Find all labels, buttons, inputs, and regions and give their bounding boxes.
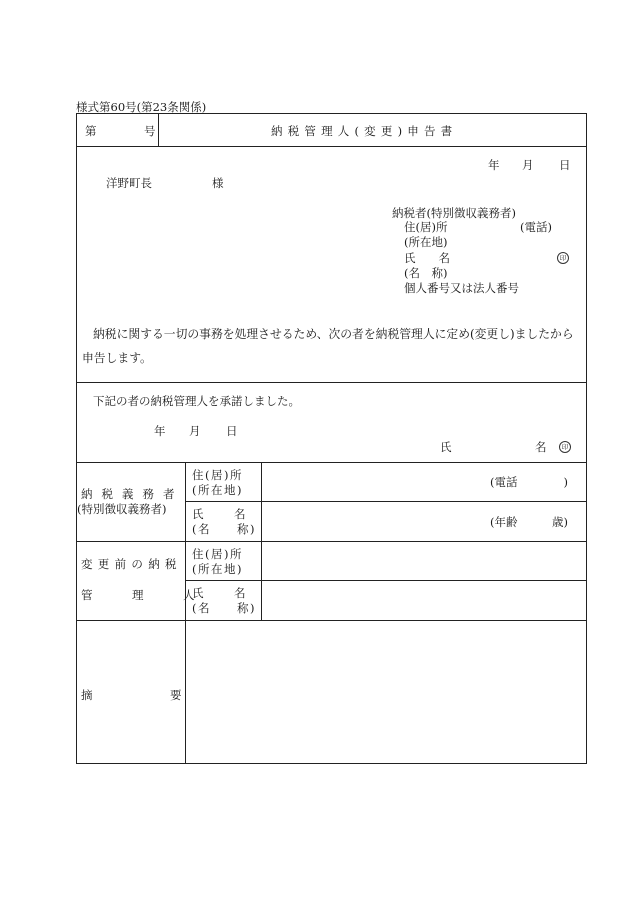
addressee-name: 洋野町長 bbox=[106, 176, 152, 190]
divider-previous bbox=[76, 541, 587, 542]
address-label-1: 住(居)所 bbox=[192, 468, 243, 482]
form-title: 納税管理人(変更)申告書 bbox=[271, 124, 458, 138]
date-month: 月 bbox=[522, 158, 534, 172]
statement-line-1: 納税に関する一切の事務を処理させるため、次の者を納税管理人に定め(変更し)ましたから bbox=[93, 327, 574, 341]
declarant-name-label: 氏 名 bbox=[404, 251, 450, 265]
declarant-phone-label: (電話) bbox=[520, 220, 552, 234]
divider-number-cell bbox=[158, 113, 159, 146]
divider-remarks bbox=[76, 620, 587, 621]
acceptance-year: 年 bbox=[154, 424, 166, 438]
divider-statement bbox=[76, 382, 587, 383]
prev-name-label-2: (名 称) bbox=[192, 601, 256, 615]
remarks-label-right: 要 bbox=[170, 688, 182, 702]
declarant-location-label: (所在地) bbox=[404, 235, 448, 249]
taxpayer-label: 納税義務者 bbox=[81, 487, 184, 501]
previous-agent-label-2: 管 理 人 bbox=[81, 588, 209, 602]
date-day: 日 bbox=[559, 158, 571, 172]
acceptance-name-left: 氏 bbox=[440, 440, 452, 454]
previous-agent-label-1: 変更前の納税 bbox=[81, 557, 182, 571]
prev-name-label-1: 氏 名 bbox=[192, 586, 248, 600]
acceptance-day: 日 bbox=[226, 424, 238, 438]
divider-field-column bbox=[261, 462, 262, 620]
taxpayer-sub-label: (特別徴収義務者) bbox=[77, 502, 167, 516]
declarant-name-alt-label: (名 称) bbox=[404, 266, 448, 280]
name-label-1: 氏 名 bbox=[192, 507, 248, 521]
name-label-2: (名 称) bbox=[192, 522, 256, 536]
age-label: (年齢 歳) bbox=[490, 515, 568, 529]
address-label-2: (所在地) bbox=[192, 483, 243, 497]
addressee-honorific: 様 bbox=[212, 176, 224, 190]
divider-header bbox=[76, 146, 587, 147]
number-label-left: 第 bbox=[85, 124, 97, 138]
declarant-id-number-label: 個人番号又は法人番号 bbox=[404, 281, 519, 295]
acceptance-seal-mark: 印 bbox=[559, 441, 571, 453]
declarant-seal-mark: 印 bbox=[557, 252, 569, 264]
acceptance-month: 月 bbox=[189, 424, 201, 438]
statement-line-2: 申告します。 bbox=[82, 351, 152, 365]
number-label-right: 号 bbox=[144, 124, 156, 138]
acceptance-name-right: 名 bbox=[535, 440, 547, 454]
divider-previous-mid bbox=[185, 580, 587, 581]
divider-taxpayer-mid bbox=[185, 501, 587, 502]
phone-label: (電話 ) bbox=[490, 475, 568, 489]
date-year: 年 bbox=[488, 158, 500, 172]
prev-address-label-2: (所在地) bbox=[192, 562, 243, 576]
prev-address-label-1: 住(居)所 bbox=[192, 547, 243, 561]
declarant-heading: 納税者(特別徴収義務者) bbox=[392, 206, 516, 220]
acceptance-text: 下記の者の納税管理人を承諾しました。 bbox=[93, 394, 300, 408]
declarant-address-label: 住(居)所 bbox=[404, 220, 448, 234]
form-code: 様式第60号(第23条関係) bbox=[76, 100, 207, 114]
divider-label-column bbox=[185, 462, 186, 764]
remarks-label-left: 摘 bbox=[81, 688, 93, 702]
divider-acceptance bbox=[76, 462, 587, 463]
